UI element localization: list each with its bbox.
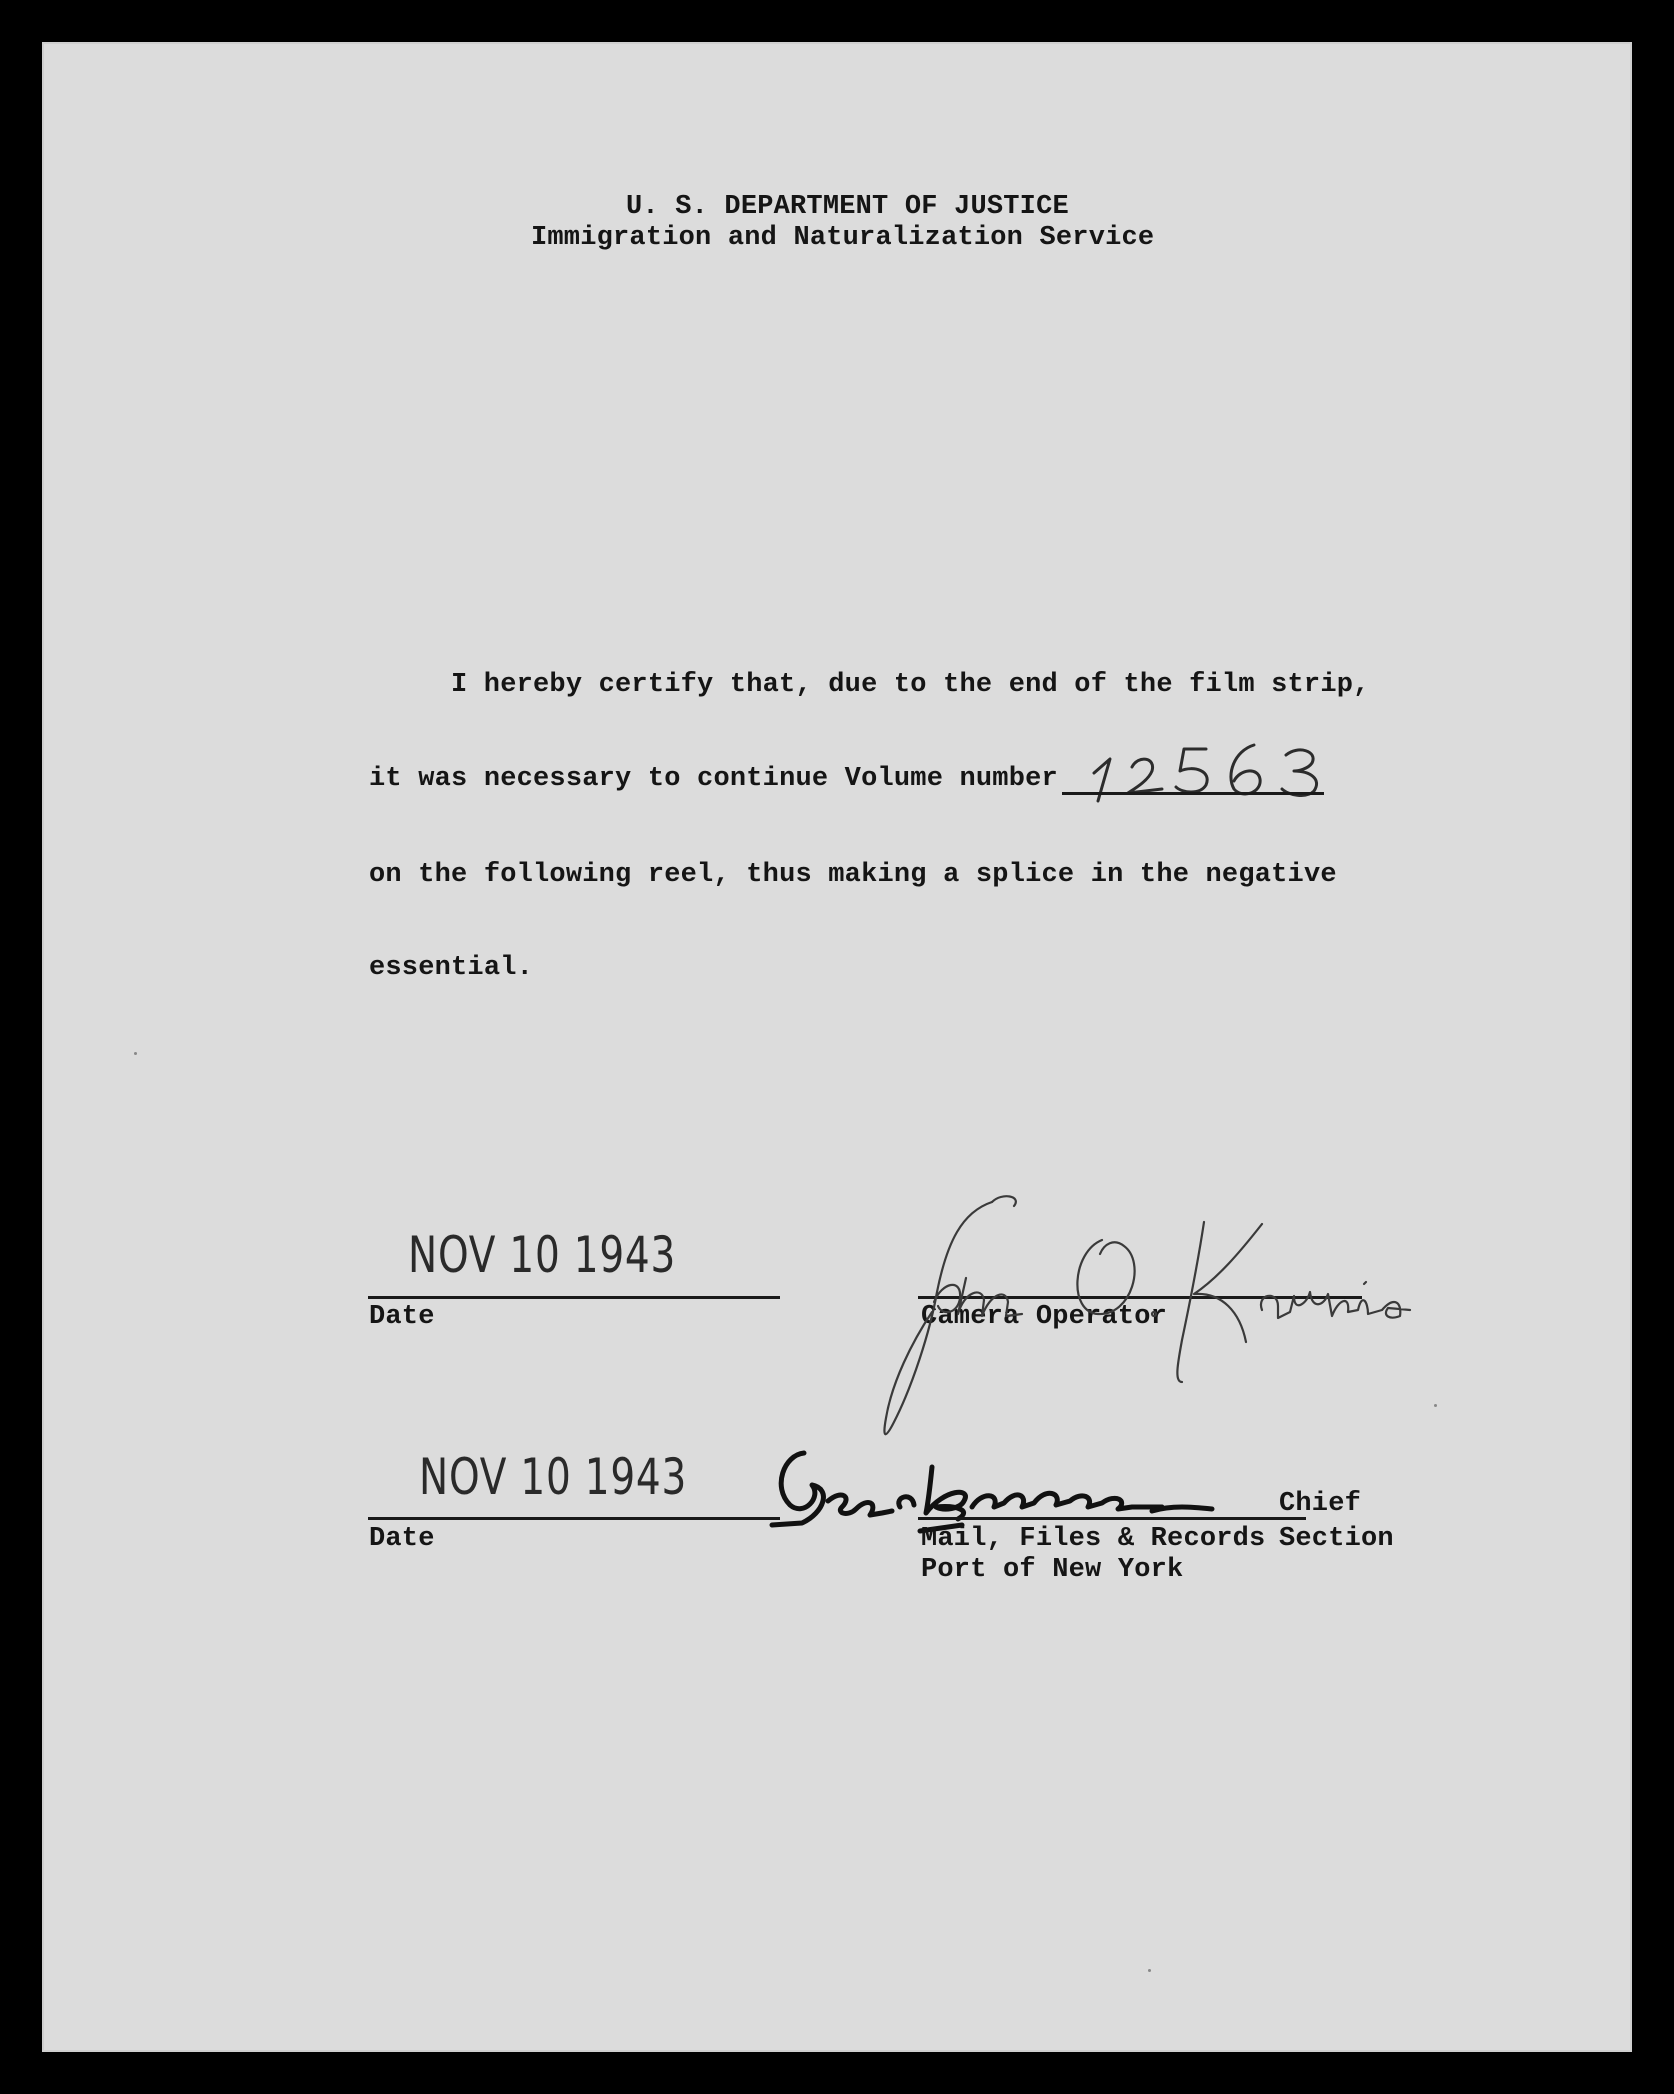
certification-line-1: I hereby certify that, due to the end of the film strip, (451, 670, 1370, 700)
certification-line-3: on the following reel, thus making a splice in the negative (369, 860, 1337, 890)
title-mail-files-records: Mail, Files & Records (921, 1524, 1266, 1554)
date-label-2: Date (369, 1524, 435, 1554)
header-service: Immigration and Naturalization Service (531, 223, 1155, 253)
paper-speck (134, 1052, 137, 1055)
document-page (42, 42, 1632, 2052)
title-section: Section (1279, 1524, 1394, 1554)
date-stamp-1: NOV 10 1943 (408, 1226, 677, 1284)
paper-speck (1148, 1969, 1151, 1972)
title-port-of-new-york: Port of New York (921, 1555, 1184, 1585)
certification-line-4: essential. (369, 953, 534, 983)
chief-signature-line (918, 1517, 1306, 1520)
header-department: U. S. DEPARTMENT OF JUSTICE (626, 192, 1069, 222)
certification-line-2: it was necessary to continue Volume number (369, 764, 1058, 794)
date-label-1: Date (369, 1302, 435, 1332)
title-chief: Chief (1279, 1489, 1362, 1519)
date-line-2 (368, 1517, 780, 1520)
volume-number-underline (1062, 792, 1324, 795)
date-line-1 (368, 1296, 780, 1299)
camera-operator-label: Camera Operator (921, 1302, 1168, 1332)
paper-speck (1434, 1404, 1437, 1407)
date-stamp-2: NOV 10 1943 (419, 1448, 688, 1506)
